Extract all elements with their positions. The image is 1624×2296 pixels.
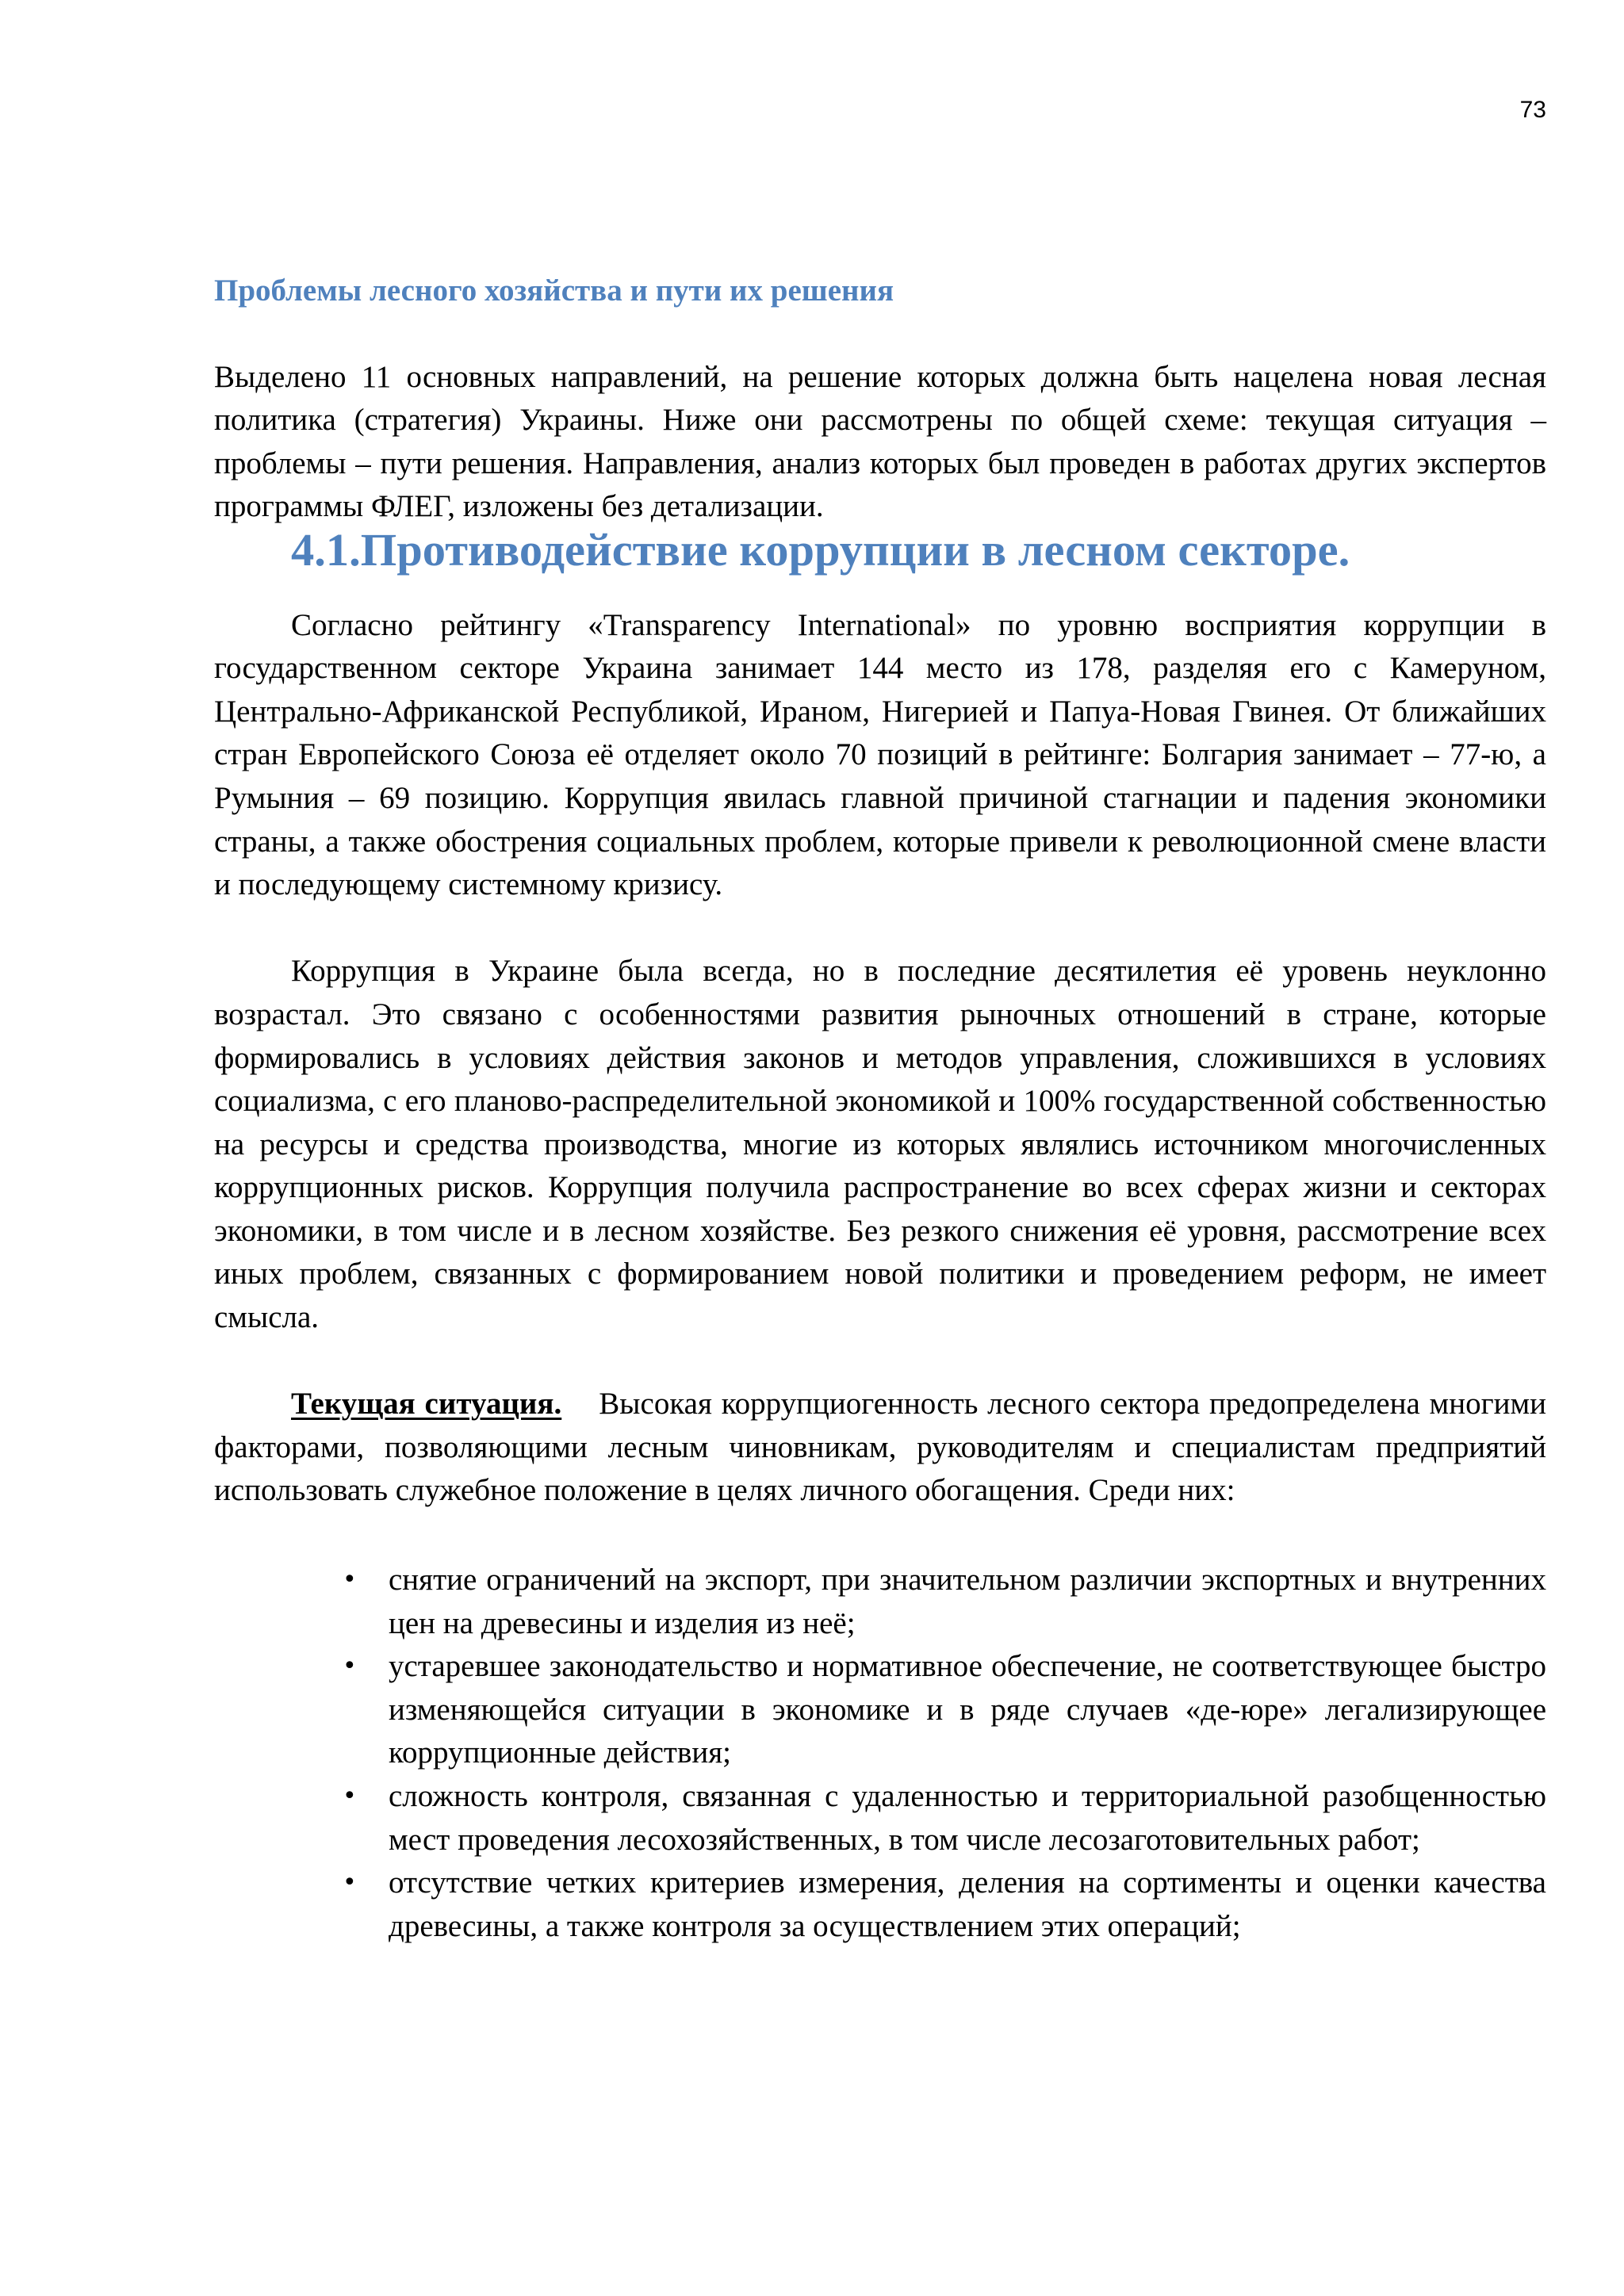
document-title: Проблемы лесного хозяйства и пути их решения	[214, 274, 894, 308]
bullet-icon: •	[343, 1869, 357, 1897]
intro-paragraph: Выделено 11 основных направлений, на решение которых должна быть нацелена новая лесная политика (стратегия) Украины. Ниже они рассмотрены по общей схеме: текущая ситуация – проблемы – пути решения. Направления, анализ которых был проведен в работах других экспертов программы ФЛЕГ, изложены без детализации.	[214, 359, 1546, 524]
bullet-icon: •	[343, 1782, 357, 1810]
bullet-icon: •	[343, 1652, 357, 1681]
list-item	[214, 1645, 1546, 1775]
page-number: 73	[1519, 97, 1546, 123]
factors-list	[214, 1559, 1546, 1948]
body-paragraph-2: Коррупция в Украине была всегда, но в последние десятилетия её уровень неуклонно возрастал. Это связано с особенностями развития рыночных отношений в стране, которые формировались в условиях действия законов и методов управления, сложившихся в условиях социализма, с его планово-распределительной экономикой и 100% государственной собственностью на ресурсы и средства производства, многие из которых являлись источником многочисленных коррупционных рисков. Коррупция получила распространение во всех сферах жизни и секторах экономики, в том числе и в лесном хозяйстве. Без резкого снижения её уровня, рассмотрение всех иных проблем, связанных с формированием новой политики и проведением реформ, не имеет смысла.	[214, 954, 1546, 1335]
page-content	[214, 270, 1546, 1948]
list-item	[214, 1559, 1546, 1645]
section-heading: 4.1.Противодействие коррупции в лесном секторе.	[291, 523, 1350, 576]
list-item-text: снятие ограничений на экспорт, при значительном различии экспортных и внутренних цен на древесины и изделия из неё;	[389, 1563, 1546, 1640]
current-situation-text: Высокая коррупциогенность лесного сектора предопределена многими факторами, позволяющими лесным чиновникам, руководителям и специалистам предприятий использовать служебное положение в целях личного обогащения. Среди них:	[214, 1387, 1547, 1508]
list-item-text: отсутствие четких критериев измерения, деления на сортименты и оценки качества древесины, а также контроля за осуществлением этих операций;	[389, 1866, 1546, 1943]
list-item	[214, 1862, 1546, 1948]
current-situation-label: Текущая ситуация.	[291, 1387, 562, 1422]
list-item-text: сложность контроля, связанная с удаленностью и территориальной разобщенностью мест проведения лесохозяйственных, в том числе лесозаготовительных работ;	[389, 1779, 1546, 1857]
current-situation-paragraph	[214, 1383, 1546, 1513]
list-item	[214, 1775, 1546, 1862]
bullet-icon: •	[343, 1566, 357, 1594]
list-item-text: устаревшее законодательство и нормативное обеспечение, не соответствующее быстро изменяющейся ситуации в экономике и в ряде случаев «де-юре» легализирующее коррупционные действия;	[389, 1649, 1546, 1770]
body-paragraph-1: Согласно рейтингу «Transparency International» по уровню восприятия коррупции в государственном секторе Украина занимает 144 место из 178, разделяя его с Камеруном, Центрально-Африканской Республикой, Ираном, Нигерией и Папуа-Новая Гвинея. От ближайших стран Европейского Союза её отделяет около 70 позиций в рейтинге: Болгария занимает – 77-ю, а Румыния – 69 позицию. Коррупция явилась главной причиной стагнации и падения экономики страны, а также обострения социальных проблем, которые привели к революционной смене власти и последующему системному кризису.	[214, 607, 1546, 902]
